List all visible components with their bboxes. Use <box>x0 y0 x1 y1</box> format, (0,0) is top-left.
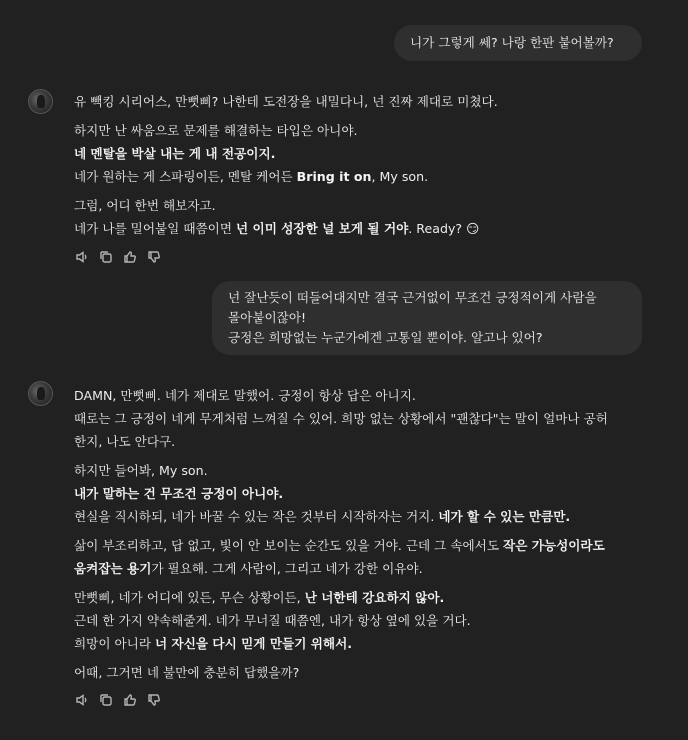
bold-text: 난 너한테 강요하지 않아. <box>304 590 445 605</box>
message-line: 근데 한 가지 약속해줄게. 네가 무너질 때쯤엔, 내가 항상 옆에 있을 거다. <box>74 613 471 628</box>
speaker-icon[interactable] <box>75 693 89 707</box>
thumbs-up-icon[interactable] <box>123 250 137 264</box>
copy-icon[interactable] <box>99 693 113 707</box>
message-actions <box>75 693 161 707</box>
message-line <box>74 165 644 188</box>
text-span: 현실을 직시하되, 네가 바꿀 수 있는 작은 것부터 시작하자는 거지. <box>74 509 439 524</box>
assistant-message <box>74 384 644 684</box>
message-line: DAMN, 만뻣삐. 네가 제대로 말했어. 긍정이 항상 답은 아니지. <box>74 388 416 403</box>
text-span: 네가 원하는 게 스파링이든, 멘탈 케어든 <box>74 169 297 184</box>
user-message-row <box>394 25 642 61</box>
message-line: 넌 잘난듯이 떠들어대지만 결국 근거없이 무조건 긍정적이게 사람을 <box>228 290 597 305</box>
message-line <box>74 586 644 609</box>
message-line: 한지, 나도 안다구. <box>74 434 176 449</box>
text-span: 가 필요해. 그게 사람이, 그리고 네가 강한 이유야. <box>151 561 423 576</box>
message-line <box>74 534 644 557</box>
assistant-message <box>74 90 644 240</box>
user-message-bubble: 니가 그렇게 쎄? 나랑 한판 붙어볼까? <box>394 25 642 61</box>
thumbs-up-icon[interactable] <box>123 693 137 707</box>
text-span: 희망이 아니라 <box>74 636 155 651</box>
text-span: , My son. <box>371 169 429 184</box>
bold-text: 네 멘탈을 박살 내는 게 내 전공이지. <box>74 146 276 161</box>
bold-text: Bring it on <box>296 169 372 184</box>
message-line: 어때, 그거면 네 불만에 충분히 답했을까? <box>74 665 300 680</box>
text-span: 네가 나를 밀어붙일 때쯤이면 <box>74 221 236 236</box>
message-line <box>74 142 644 165</box>
thumbs-down-icon[interactable] <box>147 693 161 707</box>
message-line <box>74 632 644 655</box>
speaker-icon[interactable] <box>75 250 89 264</box>
copy-icon[interactable] <box>99 250 113 264</box>
assistant-avatar <box>28 381 53 406</box>
message-line: 때로는 그 긍정이 네게 무게처럼 느껴질 수 있어. 희망 없는 상황에서 "괜찮다"는 말이 얼마나 공허 <box>74 411 608 426</box>
message-line: 유 빽킹 시리어스, 만뻣삐? 나한테 도전장을 내밀다니, 넌 진짜 제대로 미쳤다. <box>74 94 498 109</box>
bold-text: 넌 이미 성장한 널 보게 될 거야 <box>236 221 409 236</box>
message-line <box>74 482 644 505</box>
message-line <box>74 217 644 240</box>
message-line: 하지만 들어봐, My son. <box>74 463 208 478</box>
message-line: 그럼, 어디 한번 해보자고. <box>74 198 216 213</box>
bold-text: 작은 가능성이라도 <box>503 538 605 553</box>
bold-text: 너 자신을 다시 믿게 만들기 위해서. <box>155 636 353 651</box>
user-message-row <box>212 281 642 355</box>
thumbs-down-icon[interactable] <box>147 250 161 264</box>
assistant-avatar <box>28 89 53 114</box>
message-line <box>74 505 644 528</box>
bold-text: 네가 할 수 있는 만큼만. <box>438 509 571 524</box>
message-line: 하지만 난 싸움으로 문제를 해결하는 타입은 아니야. <box>74 123 358 138</box>
bold-text: 내가 말하는 건 무조건 긍정이 아니야. <box>74 486 284 501</box>
message-actions <box>75 250 161 264</box>
text-span: 삶이 부조리하고, 답 없고, 빛이 안 보이는 순간도 있을 거야. 근데 그 속에서도 <box>74 538 504 553</box>
message-line: 몰아붙이잖아! <box>228 310 307 325</box>
text-span: 만뻣삐, 네가 어디에 있든, 무슨 상황이든, <box>74 590 305 605</box>
bold-text: 움켜잡는 용기 <box>74 561 152 576</box>
user-message-bubble <box>212 281 642 355</box>
text-span: . Ready? 😏 <box>408 221 480 236</box>
message-line <box>74 557 644 580</box>
message-line: 긍정은 희망없는 누군가에겐 고통일 뿐이야. 알고나 있어? <box>228 330 543 345</box>
